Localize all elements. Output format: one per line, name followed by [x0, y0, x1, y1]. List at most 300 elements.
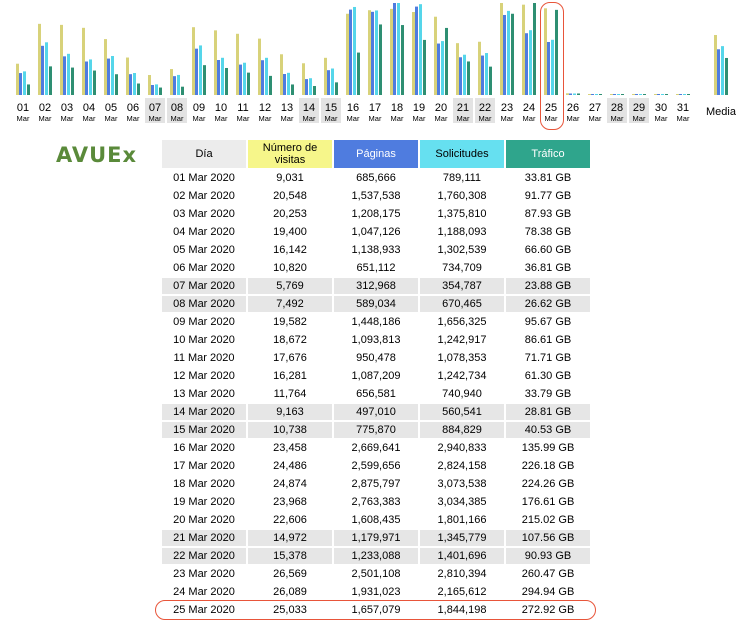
- x-tick-sublabel-mar: Mar: [390, 114, 404, 123]
- cell-requests: 1,345,779: [420, 530, 504, 546]
- cell-visits: 11,764: [248, 386, 332, 402]
- table-body: [162, 170, 590, 618]
- bar-visits-day-25: [544, 8, 547, 95]
- bar-requests-day-08: [177, 75, 180, 95]
- cell-day: 18 Mar 2020: [162, 476, 246, 492]
- cell-traffic: 294.94 GB: [506, 584, 590, 600]
- table-header-row: [162, 140, 590, 168]
- table-row: [162, 260, 590, 276]
- bar-pages-day-10: [217, 60, 220, 95]
- cell-day: 01 Mar 2020: [162, 170, 246, 186]
- cell-day: 14 Mar 2020: [162, 404, 246, 420]
- table-row: [162, 332, 590, 348]
- x-tick-sublabel-mar: Mar: [500, 114, 514, 123]
- bar-pages-day-27: [591, 94, 594, 95]
- cell-day: 17 Mar 2020: [162, 458, 246, 474]
- cell-day: 13 Mar 2020: [162, 386, 246, 402]
- cell-visits: 17,676: [248, 350, 332, 366]
- daily-stats-table: [160, 138, 592, 620]
- bar-traffic-day-14: [313, 86, 316, 95]
- cell-pages: 1,208,175: [334, 206, 418, 222]
- x-tick-sublabel-mar: Mar: [60, 114, 74, 123]
- bar-traffic-day-11: [247, 73, 250, 95]
- cell-day: 20 Mar 2020: [162, 512, 246, 528]
- x-tick-label-day-26: 26: [566, 102, 580, 114]
- cell-pages: 1,448,186: [334, 314, 418, 330]
- x-tick-label-day-31: 31: [676, 102, 690, 114]
- x-tick-label-day-16: 16: [346, 102, 360, 114]
- bar-visits-day-28: [610, 94, 613, 95]
- cell-requests: 734,709: [420, 260, 504, 276]
- cell-traffic: 272.92 GB: [506, 602, 590, 618]
- bar-traffic-day-09: [203, 65, 206, 95]
- bar-pages-day-07: [151, 85, 154, 95]
- x-tick-sublabel-mar: Mar: [170, 114, 184, 123]
- bar-pages-day-08: [173, 76, 176, 95]
- cell-traffic: 135.99 GB: [506, 440, 590, 456]
- cell-day: 07 Mar 2020: [162, 278, 246, 294]
- bar-traffic-day-31: [687, 94, 690, 95]
- cell-requests: 1,760,308: [420, 188, 504, 204]
- bar-traffic-day-15: [335, 82, 338, 95]
- x-tick-label-day-07: 07: [148, 102, 162, 114]
- bar-requests-day-14: [309, 78, 312, 95]
- header-requests: Solicitudes: [420, 140, 504, 168]
- cell-traffic: 91.77 GB: [506, 188, 590, 204]
- bar-visits-day-17: [368, 10, 371, 95]
- bar-requests-day-12: [265, 58, 268, 95]
- cell-pages: 1,138,933: [334, 242, 418, 258]
- bar-pages-day-02: [41, 46, 44, 95]
- cell-day: 21 Mar 2020: [162, 530, 246, 546]
- bar-pages-day-13: [283, 74, 286, 95]
- bar-requests-day-28: [617, 94, 620, 95]
- bar-traffic-day-07: [159, 88, 162, 95]
- x-tick-sublabel-mar: Mar: [632, 114, 646, 123]
- x-tick-sublabel-mar: Mar: [82, 114, 96, 123]
- header-traffic: Tráfico: [506, 140, 590, 168]
- cell-requests: 2,165,612: [420, 584, 504, 600]
- x-tick-sublabel-mar: Mar: [38, 114, 52, 123]
- cell-pages: 1,047,126: [334, 224, 418, 240]
- bar-visits-day-30: [654, 94, 657, 95]
- cell-requests: 1,844,198: [420, 602, 504, 618]
- cell-traffic: 40.53 GB: [506, 422, 590, 438]
- x-tick-sublabel-mar: Mar: [588, 114, 602, 123]
- bar-traffic-day-13: [291, 84, 294, 95]
- cell-day: 16 Mar 2020: [162, 440, 246, 456]
- bar-requests-day-23: [507, 11, 510, 95]
- x-tick-label-day-09: 09: [192, 102, 206, 114]
- cell-requests: 1,801,166: [420, 512, 504, 528]
- cell-requests: 3,073,538: [420, 476, 504, 492]
- cell-visits: 9,163: [248, 404, 332, 420]
- cell-day: 23 Mar 2020: [162, 566, 246, 582]
- table-row: [162, 458, 590, 474]
- bar-traffic-day-20: [445, 28, 448, 95]
- bar-requests-day-09: [199, 45, 202, 95]
- bar-requests-day-24: [529, 30, 532, 95]
- cell-traffic: 87.93 GB: [506, 206, 590, 222]
- cell-traffic: 36.81 GB: [506, 260, 590, 276]
- bar-traffic-day-03: [71, 68, 74, 95]
- cell-day: 02 Mar 2020: [162, 188, 246, 204]
- bar-pages-day-15: [327, 70, 330, 95]
- x-tick-sublabel-mar: Mar: [412, 114, 426, 123]
- cell-day: 12 Mar 2020: [162, 368, 246, 384]
- x-tick-sublabel-mar: Mar: [104, 114, 118, 123]
- bar-visits-day-23: [500, 3, 503, 95]
- bar-visits-average: [714, 35, 717, 95]
- header-day: Día: [162, 140, 246, 168]
- bar-requests-day-16: [353, 7, 356, 95]
- cell-visits: 19,400: [248, 224, 332, 240]
- cell-pages: 312,968: [334, 278, 418, 294]
- cell-traffic: 26.62 GB: [506, 296, 590, 312]
- bar-pages-day-21: [459, 57, 462, 95]
- bar-traffic-average: [725, 58, 728, 95]
- bar-traffic-day-08: [181, 87, 184, 95]
- bar-requests-day-05: [111, 56, 114, 95]
- bar-visits-day-01: [16, 64, 19, 95]
- x-tick-sublabel-mar: Mar: [456, 114, 470, 123]
- cell-requests: 2,940,833: [420, 440, 504, 456]
- bar-visits-day-05: [104, 39, 107, 95]
- bar-requests-day-11: [243, 63, 246, 95]
- bar-requests-day-06: [133, 73, 136, 95]
- cell-pages: 2,669,641: [334, 440, 418, 456]
- x-tick-label-day-24: 24: [522, 102, 536, 114]
- bar-traffic-day-18: [401, 25, 404, 95]
- bar-visits-day-20: [434, 17, 437, 95]
- table-row: [162, 512, 590, 528]
- bar-visits-day-31: [676, 94, 679, 95]
- bar-traffic-day-26: [577, 94, 580, 96]
- bar-pages-day-25: [547, 42, 550, 95]
- cell-traffic: 28.81 GB: [506, 404, 590, 420]
- x-tick-sublabel-mar: Mar: [346, 114, 360, 123]
- x-tick-label-day-30: 30: [654, 102, 668, 114]
- bar-pages-day-26: [569, 94, 572, 96]
- cell-visits: 20,253: [248, 206, 332, 222]
- x-tick-sublabel-mar: Mar: [16, 114, 30, 123]
- x-tick-label-day-23: 23: [500, 102, 514, 114]
- x-tick-sublabel-mar: Mar: [214, 114, 228, 123]
- bar-pages-day-24: [525, 33, 528, 95]
- cell-pages: 685,666: [334, 170, 418, 186]
- bar-visits-day-16: [346, 14, 349, 95]
- cell-requests: 1,401,696: [420, 548, 504, 564]
- cell-pages: 2,501,108: [334, 566, 418, 582]
- cell-traffic: 107.56 GB: [506, 530, 590, 546]
- bar-pages-day-11: [239, 65, 242, 95]
- cell-pages: 589,034: [334, 296, 418, 312]
- x-tick-label-day-27: 27: [588, 102, 602, 114]
- bar-requests-day-19: [419, 4, 422, 95]
- cell-visits: 18,672: [248, 332, 332, 348]
- header-pages: Páginas: [334, 140, 418, 168]
- bar-traffic-day-16: [357, 53, 360, 95]
- table-row: [162, 548, 590, 564]
- cell-traffic: 176.61 GB: [506, 494, 590, 510]
- x-tick-label-day-06: 06: [126, 102, 140, 114]
- bar-requests-day-13: [287, 73, 290, 95]
- x-tick-label-day-11: 11: [237, 102, 249, 114]
- bar-requests-day-31: [683, 94, 686, 95]
- x-tick-label-day-18: 18: [390, 102, 404, 114]
- x-tick-sublabel-mar: Mar: [368, 114, 382, 123]
- x-tick-sublabel-mar: Mar: [126, 114, 140, 123]
- cell-pages: 1,233,088: [334, 548, 418, 564]
- cell-day: 09 Mar 2020: [162, 314, 246, 330]
- bar-traffic-day-17: [379, 24, 382, 95]
- cell-requests: 1,375,810: [420, 206, 504, 222]
- bar-visits-day-14: [302, 63, 305, 95]
- cell-requests: 1,302,539: [420, 242, 504, 258]
- cell-visits: 5,769: [248, 278, 332, 294]
- cell-traffic: 33.79 GB: [506, 386, 590, 402]
- bar-requests-day-03: [67, 54, 70, 95]
- cell-pages: 1,657,079: [334, 602, 418, 618]
- cell-traffic: 23.88 GB: [506, 278, 590, 294]
- cell-day: 04 Mar 2020: [162, 224, 246, 240]
- bar-visits-day-07: [148, 75, 151, 95]
- cell-pages: 1,931,023: [334, 584, 418, 600]
- x-tick-label-day-20: 20: [434, 102, 448, 114]
- x-tick-label-day-21: 21: [456, 102, 470, 114]
- table-row: [162, 566, 590, 582]
- bar-traffic-day-10: [225, 68, 228, 95]
- x-tick-sublabel-mar: Mar: [258, 114, 272, 123]
- table-row: [162, 584, 590, 600]
- bar-traffic-day-19: [423, 40, 426, 95]
- x-tick-sublabel-mar: Mar: [148, 114, 162, 123]
- bar-traffic-day-25: [555, 10, 558, 95]
- cell-day: 06 Mar 2020: [162, 260, 246, 276]
- x-tick-sublabel-mar: Mar: [302, 114, 316, 123]
- bar-pages-day-30: [657, 94, 660, 95]
- cell-traffic: 61.30 GB: [506, 368, 590, 384]
- bar-pages-day-03: [63, 56, 66, 95]
- x-tick-sublabel-mar: Mar: [522, 114, 536, 123]
- bar-visits-day-18: [390, 9, 393, 95]
- x-tick-label-day-25: 25: [544, 102, 558, 114]
- table-row: [162, 404, 590, 420]
- bar-visits-day-06: [126, 58, 129, 95]
- bar-pages-day-05: [107, 59, 110, 95]
- x-tick-sublabel-mar: Mar: [610, 114, 624, 123]
- cell-pages: 775,870: [334, 422, 418, 438]
- cell-day: 24 Mar 2020: [162, 584, 246, 600]
- cell-visits: 24,486: [248, 458, 332, 474]
- cell-traffic: 78.38 GB: [506, 224, 590, 240]
- cell-pages: 651,112: [334, 260, 418, 276]
- table-row: [162, 422, 590, 438]
- cell-visits: 25,033: [248, 602, 332, 618]
- cell-requests: 2,810,394: [420, 566, 504, 582]
- cell-pages: 1,537,538: [334, 188, 418, 204]
- cell-visits: 23,968: [248, 494, 332, 510]
- bar-requests-day-18: [397, 3, 400, 95]
- cell-visits: 9,031: [248, 170, 332, 186]
- cell-day: 05 Mar 2020: [162, 242, 246, 258]
- cell-visits: 26,569: [248, 566, 332, 582]
- bar-pages-day-19: [415, 7, 418, 95]
- bar-traffic-day-30: [665, 94, 668, 95]
- bar-visits-day-27: [588, 94, 591, 95]
- cell-pages: 497,010: [334, 404, 418, 420]
- cell-requests: 1,656,325: [420, 314, 504, 330]
- cell-visits: 14,972: [248, 530, 332, 546]
- bar-traffic-day-02: [49, 66, 52, 95]
- daily-stats-bar-chart: [0, 0, 742, 128]
- bar-pages-day-28: [613, 94, 616, 95]
- cell-visits: 22,606: [248, 512, 332, 528]
- bar-visits-day-11: [236, 34, 239, 95]
- bar-visits-day-03: [60, 25, 63, 95]
- x-tick-sublabel-mar: Mar: [324, 114, 338, 123]
- cell-visits: 23,458: [248, 440, 332, 456]
- cell-visits: 10,820: [248, 260, 332, 276]
- bar-requests-day-07: [155, 84, 158, 95]
- bar-requests-day-20: [441, 41, 444, 95]
- bar-traffic-day-12: [269, 76, 272, 95]
- cell-day: 03 Mar 2020: [162, 206, 246, 222]
- bar-visits-day-19: [412, 12, 415, 95]
- cell-day: 22 Mar 2020: [162, 548, 246, 564]
- x-tick-sublabel-mar: Mar: [236, 114, 250, 123]
- bar-requests-day-17: [375, 10, 378, 95]
- bar-pages-day-12: [261, 60, 264, 95]
- cell-traffic: 71.71 GB: [506, 350, 590, 366]
- cell-pages: 1,608,435: [334, 512, 418, 528]
- x-tick-sublabel-mar: Mar: [478, 114, 492, 123]
- avuex-logo: AVUEx: [56, 143, 138, 167]
- cell-visits: 15,378: [248, 548, 332, 564]
- cell-requests: 3,034,385: [420, 494, 504, 510]
- cell-requests: 884,829: [420, 422, 504, 438]
- bar-visits-day-08: [170, 69, 173, 95]
- cell-visits: 7,492: [248, 296, 332, 312]
- bar-pages-day-09: [195, 49, 198, 95]
- cell-traffic: 260.47 GB: [506, 566, 590, 582]
- bar-traffic-day-28: [621, 94, 624, 95]
- cell-requests: 560,541: [420, 404, 504, 420]
- x-tick-label-day-15: 15: [324, 102, 338, 114]
- x-tick-label-day-17: 17: [368, 102, 382, 114]
- bar-visits-day-22: [478, 42, 481, 95]
- x-tick-sublabel-mar: Mar: [544, 114, 558, 123]
- cell-requests: 1,188,093: [420, 224, 504, 240]
- x-tick-label-day-22: 22: [478, 102, 492, 114]
- cell-requests: 1,078,353: [420, 350, 504, 366]
- cell-visits: 26,089: [248, 584, 332, 600]
- bar-requests-day-30: [661, 94, 664, 95]
- table-row: [162, 530, 590, 546]
- x-tick-label-day-14: 14: [302, 102, 316, 114]
- bar-requests-day-15: [331, 69, 334, 95]
- bar-visits-day-21: [456, 43, 459, 95]
- x-tick-sublabel-mar: Mar: [654, 114, 668, 123]
- bar-visits-day-13: [280, 54, 283, 95]
- cell-day: 08 Mar 2020: [162, 296, 246, 312]
- cell-day: 19 Mar 2020: [162, 494, 246, 510]
- cell-traffic: 66.60 GB: [506, 242, 590, 258]
- cell-pages: 2,763,383: [334, 494, 418, 510]
- x-tick-label-day-04: 04: [82, 102, 96, 114]
- bar-requests-day-21: [463, 55, 466, 95]
- x-tick-label-day-12: 12: [258, 102, 272, 114]
- bar-traffic-day-23: [511, 14, 514, 95]
- bar-pages-day-14: [305, 79, 308, 95]
- cell-day: 11 Mar 2020: [162, 350, 246, 366]
- bar-requests-day-22: [485, 53, 488, 95]
- bar-pages-day-06: [129, 74, 132, 95]
- cell-requests: 2,824,158: [420, 458, 504, 474]
- x-tick-sublabel-mar: Mar: [280, 114, 294, 123]
- cell-traffic: 224.26 GB: [506, 476, 590, 492]
- table-row: [162, 350, 590, 366]
- cell-requests: 789,111: [420, 170, 504, 186]
- bar-requests-day-01: [23, 71, 26, 95]
- x-tick-label-day-29: 29: [632, 102, 646, 114]
- table-row: [162, 242, 590, 258]
- bar-visits-day-12: [258, 39, 261, 95]
- bar-requests-day-27: [595, 94, 598, 95]
- bar-traffic-day-24: [533, 3, 536, 95]
- bar-traffic-day-21: [467, 61, 470, 95]
- bar-requests-day-29: [639, 94, 642, 95]
- cell-visits: 10,738: [248, 422, 332, 438]
- bar-traffic-day-22: [489, 67, 492, 95]
- x-tick-label-day-03: 03: [60, 102, 74, 114]
- bar-traffic-day-27: [599, 94, 602, 95]
- bar-pages-day-16: [349, 10, 352, 95]
- cell-requests: 1,242,734: [420, 368, 504, 384]
- cell-pages: 656,581: [334, 386, 418, 402]
- cell-visits: 19,582: [248, 314, 332, 330]
- cell-pages: 1,093,813: [334, 332, 418, 348]
- bar-pages-day-20: [437, 44, 440, 95]
- bar-pages-day-17: [371, 12, 374, 95]
- bar-visits-day-29: [632, 94, 635, 95]
- cell-requests: 740,940: [420, 386, 504, 402]
- x-tick-label-day-02: 02: [38, 102, 52, 114]
- table-row: [162, 440, 590, 456]
- table-row: [162, 494, 590, 510]
- bar-traffic-day-06: [137, 84, 140, 95]
- table-row: [162, 224, 590, 240]
- bar-pages-day-01: [19, 73, 22, 95]
- x-tick-label-day-05: 05: [104, 102, 118, 114]
- bar-pages-day-31: [679, 94, 682, 95]
- cell-traffic: 215.02 GB: [506, 512, 590, 528]
- bar-pages-day-29: [635, 94, 638, 95]
- bar-requests-day-10: [221, 58, 224, 95]
- table-row: [162, 386, 590, 402]
- bar-visits-day-15: [324, 58, 327, 95]
- bar-pages-day-04: [85, 62, 88, 95]
- cell-visits: 16,281: [248, 368, 332, 384]
- x-tick-label-day-01: 01: [16, 102, 30, 114]
- table-row: [162, 170, 590, 186]
- table-row: [162, 602, 590, 618]
- table-row: [162, 188, 590, 204]
- table-row: [162, 368, 590, 384]
- x-tick-label-day-28: 28: [610, 102, 624, 114]
- x-tick-label-day-19: 19: [412, 102, 426, 114]
- bar-requests-day-25: [551, 40, 554, 95]
